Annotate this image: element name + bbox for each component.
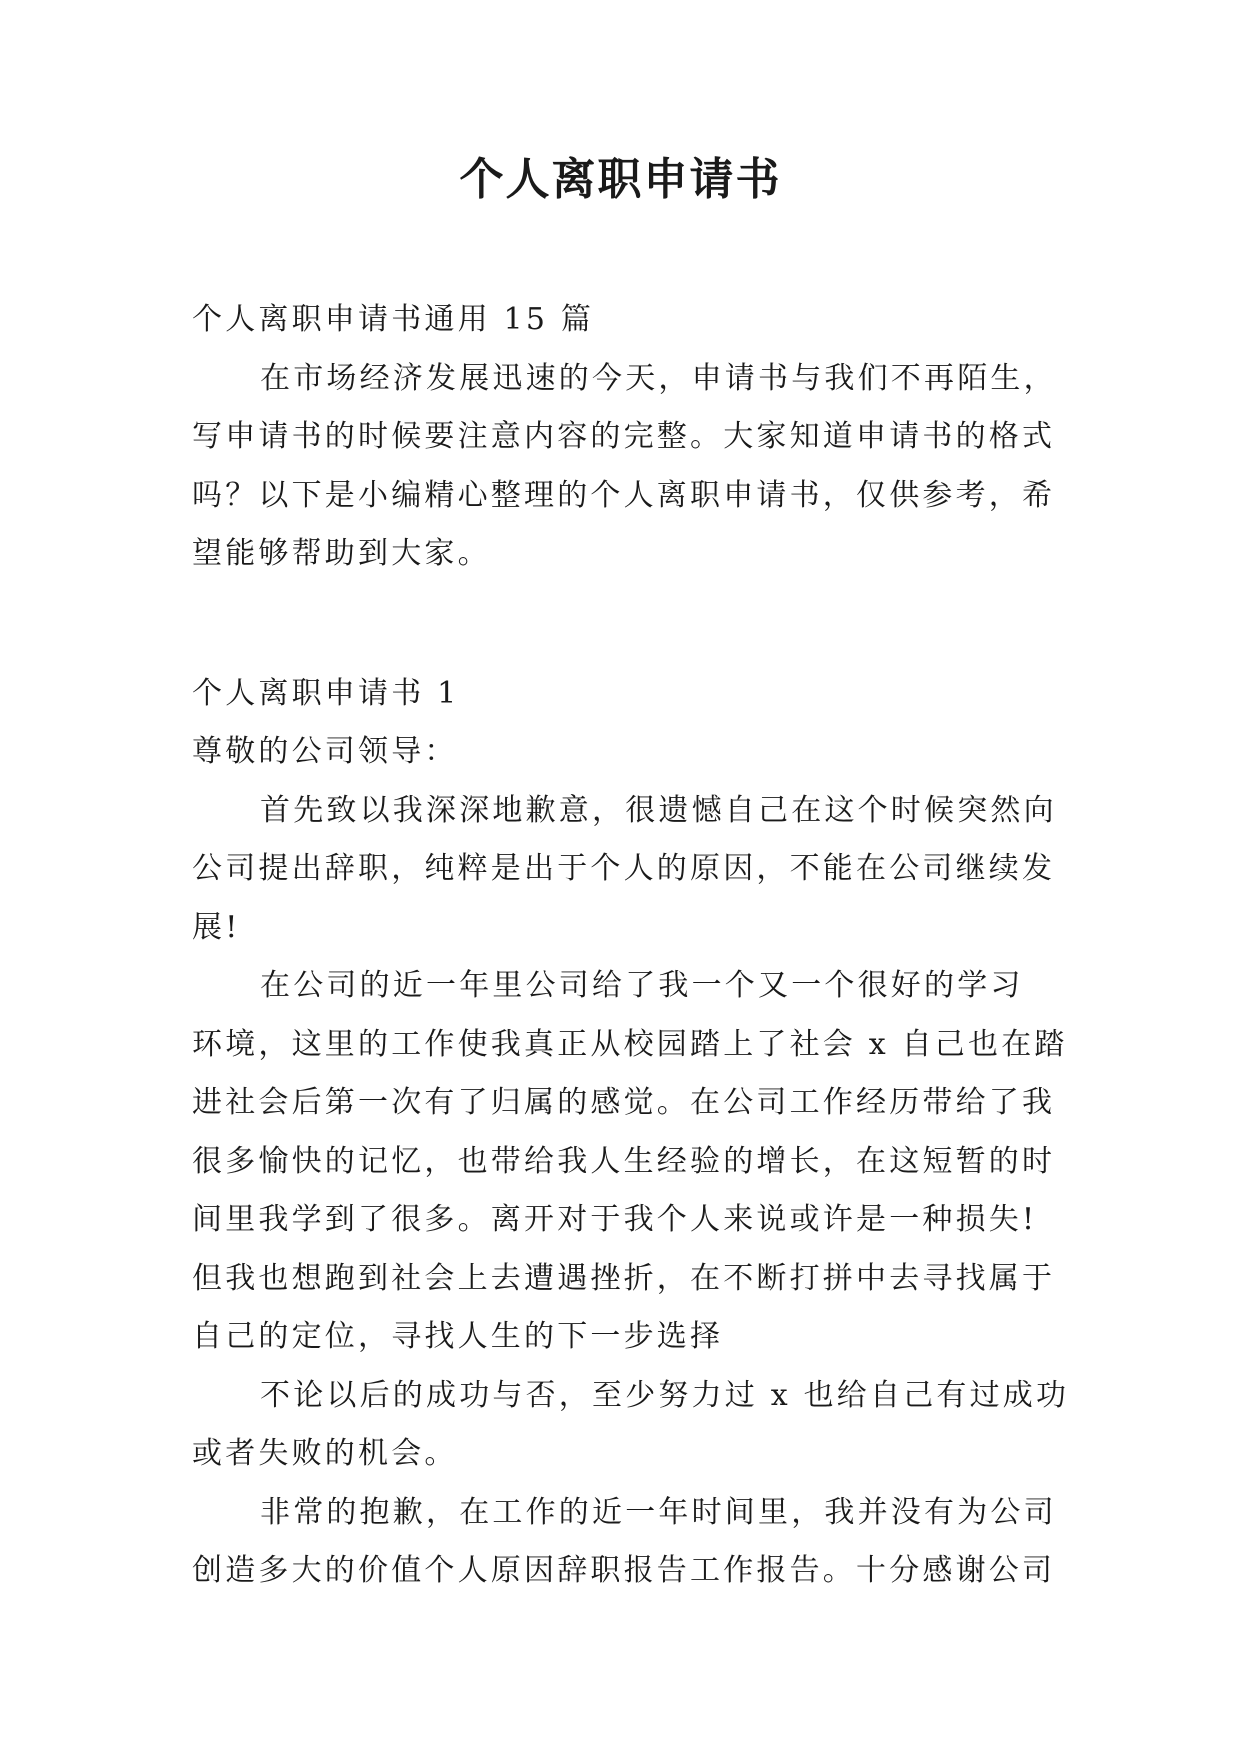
intro-line: 吗？以下是小编精心整理的个人离职申请书，仅供参考，希 bbox=[192, 477, 1056, 513]
paragraph-line: 进社会后第一次有了归属的感觉。在公司工作经历带给了我 bbox=[192, 1085, 1056, 1120]
paragraph-line: 很多愉快的记忆，也带给我人生经验的增长，在这短暂的时 bbox=[192, 1143, 1056, 1179]
paragraph-line: 创造多大的价值个人原因辞职报告工作报告。十分感谢公司 bbox=[192, 1553, 1056, 1588]
paragraph-line: 非常的抱歉，在工作的近一年时间里，我并没有为公司 bbox=[260, 1494, 1057, 1530]
paragraph-line: 间里我学到了很多。离开对于我个人来说或许是一种损失! bbox=[192, 1202, 1038, 1237]
intro-line: 在市场经济发展迅速的今天，申请书与我们不再陌生， bbox=[260, 360, 1057, 396]
paragraph-1 bbox=[192, 782, 1072, 958]
paragraph-2 bbox=[192, 957, 1072, 1367]
paragraph-line: 在公司的近一年里公司给了我一个又一个很好的学习 bbox=[260, 968, 1024, 1003]
intro-line: 望能够帮助到大家。 bbox=[192, 536, 491, 571]
salutation: 尊敬的公司领导： bbox=[192, 734, 458, 769]
intro-line: 写申请书的时候要注意内容的完整。大家知道申请书的格式 bbox=[192, 419, 1056, 454]
intro-paragraph bbox=[192, 350, 1072, 584]
paragraph-line: 公司提出辞职，纯粹是出于个人的原因，不能在公司继续发 bbox=[192, 851, 1056, 886]
paragraph-line: 自己的定位，寻找人生的下一步选择 bbox=[192, 1319, 724, 1354]
paragraph-4 bbox=[192, 1484, 1072, 1601]
document-title: 个人离职申请书 bbox=[459, 154, 782, 205]
document-subtitle: 个人离职申请书通用 15 篇 bbox=[192, 302, 595, 337]
paragraph-line: 但我也想跑到社会上去遭遇挫折，在不断打拼中去寻找属于 bbox=[192, 1260, 1056, 1296]
paragraph-3 bbox=[192, 1367, 1072, 1484]
paragraph-line: 不论以后的成功与否，至少努力过 x 也给自己有过成功 bbox=[260, 1377, 1070, 1413]
document-body bbox=[192, 291, 1072, 1601]
paragraph-line: 或者失败的机会。 bbox=[192, 1436, 458, 1471]
section-heading: 个人离职申请书 1 bbox=[192, 675, 460, 711]
paragraph-line: 环境，这里的工作使我真正从校园踏上了社会 x 自己也在踏 bbox=[192, 1026, 1068, 1062]
paragraph-line: 展! bbox=[192, 909, 241, 945]
section-gap bbox=[192, 584, 1072, 665]
paragraph-line: 首先致以我深深地歉意，很遗憾自己在这个时候突然向 bbox=[260, 792, 1057, 828]
